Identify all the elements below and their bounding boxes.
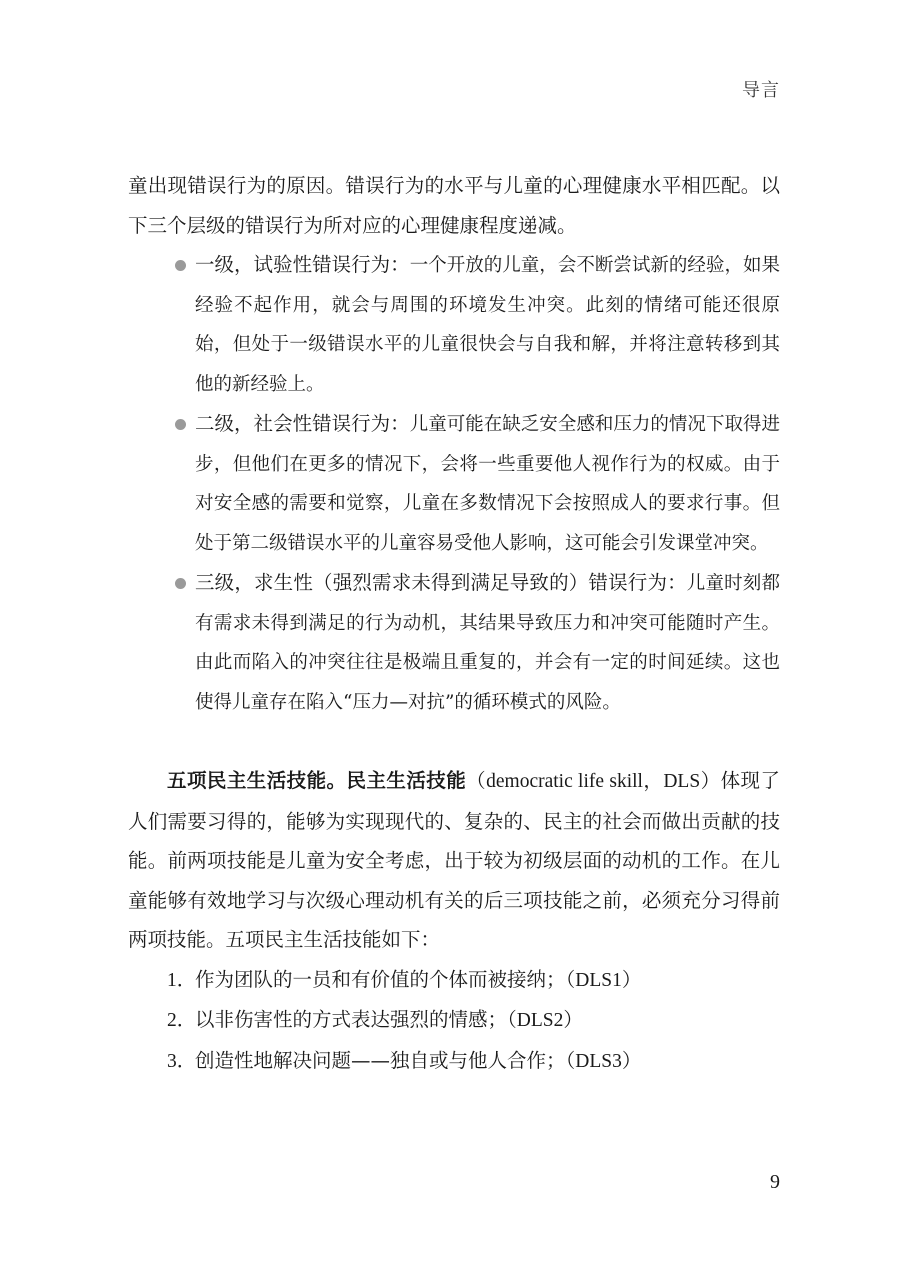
level-text: 儿童可能在缺乏安全感和压力的情况下取得进步，但他们在更多的情况下，会将一些重要他人视作行为的权威。由于对安全感的需要和觉察，儿童在多数情况下会按照成人的要求行事。但处于第二级错误水平的儿童容易受他人影响，这可能会引发课堂冲突。 — [195, 414, 780, 554]
section-heading: 五项民主生活技能。 — [167, 769, 347, 792]
skill-item — [167, 1000, 780, 1041]
skill-item — [167, 1041, 780, 1082]
skill-item — [167, 960, 780, 1001]
skill-text: 作为团队的一员和有价值的个体而被接纳； — [195, 967, 566, 991]
bullet-dot-icon — [175, 578, 186, 589]
page-number: 9 — [770, 1171, 780, 1193]
dls-paragraph — [128, 761, 780, 960]
paren-open: （ — [466, 769, 487, 792]
error-level-item — [195, 404, 780, 563]
level-head: 三级，求生性（强烈需求未得到满足导致的）错误行为： — [195, 571, 687, 594]
intro-paragraph: 童出现错误行为的原因。错误行为的水平与儿童的心理健康水平相匹配。以下三个层级的错误行为所对应的心理健康程度递减。 — [128, 174, 780, 237]
skills-list — [128, 960, 780, 1082]
skill-text: 以非伤害性的方式表达强烈的情感； — [195, 1008, 508, 1031]
english-term: democratic life skill，DLS — [486, 771, 701, 792]
skill-code: （DLS3） — [565, 1050, 642, 1072]
paren-close: ） — [700, 769, 721, 792]
dls-text: 体现了人们需要习得的，能够为实现现代的、复杂的、民主的社会而做出贡献的技能。前两项技能是儿童为安全考虑，出于较为初级层面的动机的工作。在儿童能够有效地学习与次级心理动机有关的后三项技能之前，必须充分习得前两项技能。五项民主生活技能如下： — [128, 769, 780, 951]
skill-code: （DLS2） — [507, 1010, 583, 1031]
error-levels-list — [128, 245, 780, 722]
section-gap — [128, 722, 780, 761]
bullet-dot-icon — [175, 260, 186, 271]
error-level-item — [195, 563, 780, 722]
skill-code: （DLS1） — [565, 969, 642, 991]
level-text: 儿童时刻都有需求未得到满足的行为动机，其结果导致压力和冲突可能随时产生。由此而陷入的冲突往往是极端且重复的，并会有一定的时间延续。这也使得儿童存在陷入“压力—对抗”的循环模式的风险。 — [195, 573, 780, 713]
skill-text: 创造性地解决问题——独自或与他人合作； — [195, 1048, 566, 1072]
skill-number: 2． — [167, 1010, 197, 1031]
bullet-dot-icon — [175, 419, 186, 430]
skill-number: 1． — [167, 969, 197, 991]
error-level-item — [195, 245, 780, 404]
running-head: 导言 — [742, 80, 780, 101]
skill-number: 3． — [167, 1050, 197, 1072]
level-text: 一个开放的儿童，会不断尝试新的经验，如果经验不起作用，就会与周围的环境发生冲突。此刻的情绪可能还很原始，但处于一级错误水平的儿童很快会与自我和解，并将注意转移到其他的新经验上。 — [195, 255, 780, 395]
body-text — [128, 166, 780, 1081]
term-heading: 民主生活技能 — [346, 769, 467, 792]
level-head: 一级，试验性错误行为： — [195, 253, 410, 276]
level-head: 二级，社会性错误行为： — [195, 412, 410, 435]
